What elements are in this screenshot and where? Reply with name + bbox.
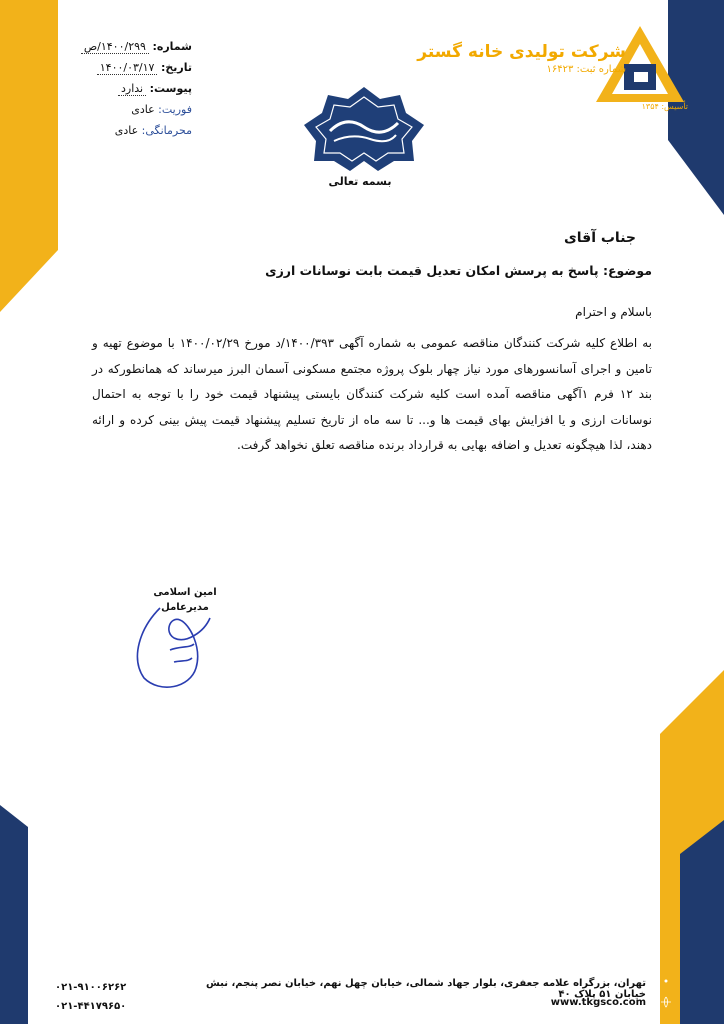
company-registration: شماره ثبت: ۱۶۴۲۳: [546, 64, 626, 75]
phone-icon: [30, 977, 42, 989]
letter-body: به اطلاع کلیه شرکت کنندگان مناقصه عمومی به شماره آگهی ۱۴۰۰/۳۹۳/د مورخ ۱۴۰۰/۰۲/۲۹ با موضوع تهیه و تامین و اجرای آسانسورهای مورد نیاز چهار بلوک پروژه مجتمع مسکونی آسمان البرز میرساند که همانطورکه در بند ۱۲ فرم ۱آگهی مناقصه آمده است کلیه شرکت کنندگان بایستی پیشنهاد قیمت خود را با توجه به احتمال نوسانات ارزی و یا افزایش بهای قیمت ها و... تا سه ماه از تاریخ تسلیم پیشنهاد قیمت پیش بینی کرده و ارائه دهند، لذا هیچگونه تعدیل و اضافه بهایی به قرارداد برنده مناقصه تعلق نخواهد گرفت.: [92, 336, 652, 453]
addressee: جناب آقای: [563, 230, 636, 246]
handwritten-signature: [130, 598, 220, 693]
confidentiality-label: محرمانگی:: [141, 124, 192, 137]
signer-title: مدیرعامل: [161, 602, 209, 613]
subject: موضوع: پاسخ به پرسش امکان تعدیل قیمت بابت نوسانات ارزی: [265, 263, 652, 278]
attachment-label: پیوست:: [149, 82, 192, 95]
date-value: ۱۴۰۰/۰۳/۱۷: [97, 61, 158, 75]
fax-icon: [30, 996, 42, 1008]
signer-name: امین اسلامی: [153, 587, 217, 598]
fax-number: ۰۲۱-۴۴۱۷۹۶۵۰: [55, 1001, 127, 1012]
confidentiality-value: عادی: [114, 124, 139, 137]
number-label: شماره:: [152, 40, 192, 53]
confidentiality-row: [62, 120, 192, 141]
top-left-decoration: [0, 0, 60, 330]
greeting: باسلام و احترام: [575, 305, 652, 319]
footer-website: www.tkgsco.com: [550, 997, 646, 1008]
globe-icon: [660, 996, 672, 1008]
footer-address: تهران، بزرگراه علامه جعفری، بلوار جهاد شمالی، خیابان چهل نهم، خیابان نصر پنجم، نبش خیابان ۵۱ پلاک ۴۰: [206, 978, 646, 1000]
seal-emblem: [300, 85, 428, 173]
company-established: تأسیس: ۱۳۵۴: [641, 102, 688, 111]
letter-metadata: [62, 36, 192, 141]
location-icon: [660, 976, 672, 988]
phone-number: ۰۲۱-۹۱۰۰۶۲۶۲: [55, 982, 127, 993]
company-name: شرکت تولیدی خانه گستر: [417, 42, 626, 62]
basmala: بسمه تعالی: [328, 175, 392, 188]
number-row: [62, 36, 192, 57]
company-header: [396, 42, 688, 111]
date-row: [62, 57, 192, 78]
attachment-row: [62, 78, 192, 99]
date-label: تاریخ:: [160, 61, 192, 74]
footer-phones: [55, 978, 126, 1016]
number-value: ۱۴۰۰/۲۹۹/ص: [81, 40, 149, 54]
attachment-value: ندارد: [118, 82, 146, 96]
right-middle-decoration: [660, 670, 724, 1024]
urgency-row: [62, 99, 192, 120]
left-bottom-decoration: [0, 805, 30, 1024]
urgency-value: عادی: [131, 103, 155, 116]
urgency-label: فوریت:: [158, 103, 192, 116]
